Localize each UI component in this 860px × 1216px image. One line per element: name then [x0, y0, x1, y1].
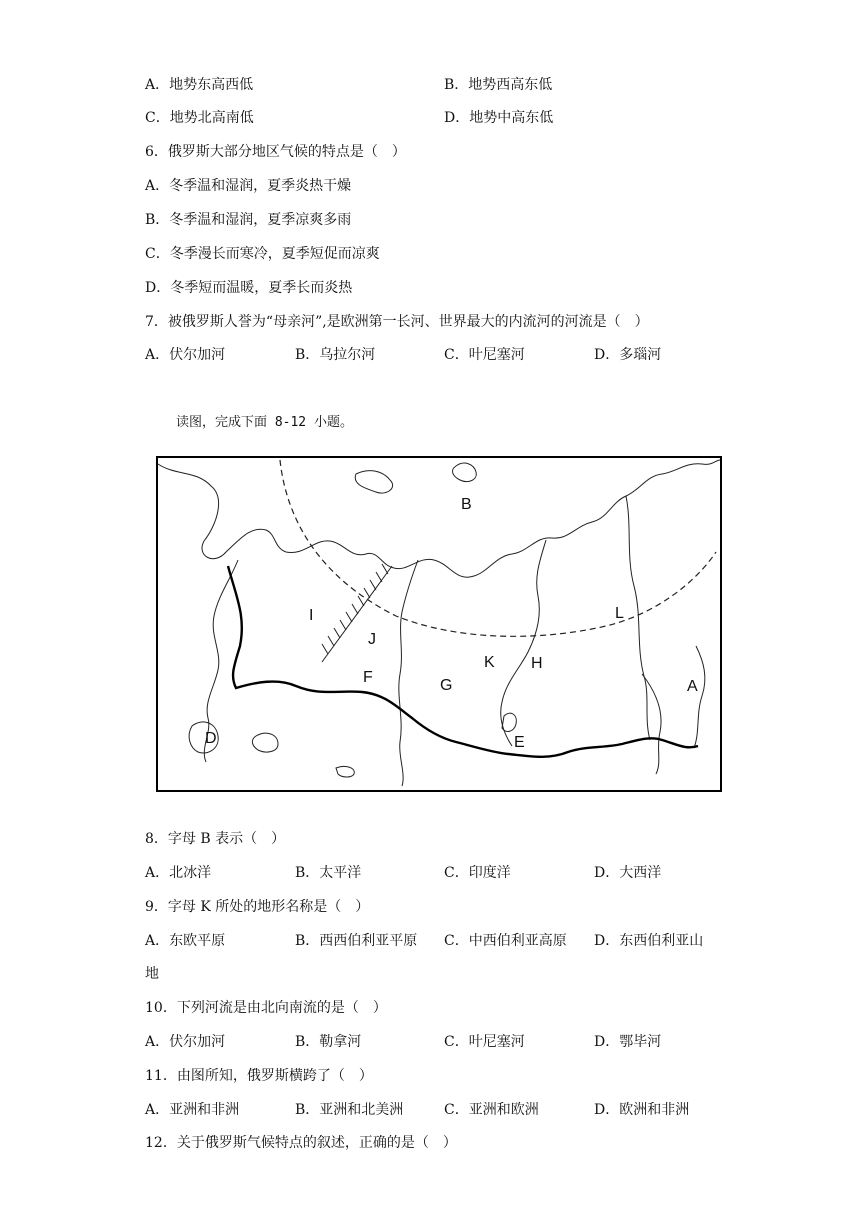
q6-option-a[interactable]: A．冬季温和湿润，夏季炎热干燥	[145, 178, 352, 194]
q7-option-b[interactable]: B．乌拉尔河	[295, 347, 376, 363]
q10-stem: 10．下列河流是由北向南流的是（ ）	[145, 1000, 387, 1016]
map-label-f: F	[363, 669, 373, 686]
map-label-k: K	[484, 654, 495, 671]
map-label-l: L	[615, 605, 624, 622]
q12-stem: 12．关于俄罗斯气候特点的叙述，正确的是（ ）	[145, 1135, 457, 1151]
q10-option-c[interactable]: C．叶尼塞河	[444, 1034, 525, 1050]
map-label-b: B	[461, 496, 472, 513]
q5-option-c[interactable]: C．地势北高南低	[145, 110, 254, 126]
q9-option-a[interactable]: A．东欧平原	[145, 933, 226, 949]
q8-stem: 8．字母 B 表示（ ）	[145, 831, 286, 847]
map-intro: 读图，完成下面 8-12 小题。	[176, 415, 353, 430]
q6-stem: 6．俄罗斯大部分地区气候的特点是（ ）	[145, 144, 406, 160]
q11-option-a[interactable]: A．亚洲和非洲	[145, 1102, 240, 1118]
q7-option-a[interactable]: A．伏尔加河	[145, 347, 226, 363]
russia-map	[156, 456, 722, 792]
q11-option-c[interactable]: C．亚洲和欧洲	[444, 1102, 539, 1118]
q6-option-b[interactable]: B．冬季温和湿润，夏季凉爽多雨	[145, 212, 352, 228]
map-label-h: H	[531, 655, 543, 672]
q5-option-a[interactable]: A．地势东高西低	[145, 77, 254, 93]
q10-option-b[interactable]: B．勒拿河	[295, 1034, 362, 1050]
q5-option-b[interactable]: B．地势西高东低	[444, 77, 553, 93]
map-label-i: I	[309, 607, 314, 624]
q9-option-d-wrap: 地	[145, 966, 159, 982]
q7-stem: 7．被俄罗斯人誉为“母亲河”,是欧洲第一长河、世界最大的内流河的河流是（ ）	[145, 314, 649, 330]
q7-option-d[interactable]: D．多瑙河	[594, 347, 662, 363]
q8-option-c[interactable]: C．印度洋	[444, 865, 511, 881]
q9-option-b[interactable]: B．西西伯利亚平原	[295, 933, 418, 949]
q9-option-d[interactable]: D．东西伯利亚山	[594, 933, 704, 949]
q9-stem: 9．字母 K 所处的地形名称是（ ）	[145, 899, 370, 915]
q10-option-a[interactable]: A．伏尔加河	[145, 1034, 226, 1050]
map-label-e: E	[514, 734, 525, 751]
q9-option-c[interactable]: C．中西伯利亚高原	[444, 933, 567, 949]
q11-option-b[interactable]: B．亚洲和北美洲	[295, 1102, 404, 1118]
q6-option-d[interactable]: D．冬季短而温暖，夏季长而炎热	[145, 280, 353, 296]
q5-option-d[interactable]: D．地势中高东低	[444, 110, 554, 126]
q11-stem: 11．由图所知，俄罗斯横跨了（ ）	[145, 1068, 373, 1084]
q10-option-d[interactable]: D．鄂毕河	[594, 1034, 662, 1050]
q11-option-d[interactable]: D．欧洲和非洲	[594, 1102, 690, 1118]
map-label-a: A	[687, 678, 698, 695]
q6-option-c[interactable]: C．冬季漫长而寒冷，夏季短促而凉爽	[145, 246, 380, 262]
map-label-d: D	[205, 730, 217, 747]
q8-option-a[interactable]: A．北冰洋	[145, 865, 212, 881]
map-label-j: J	[368, 631, 376, 648]
q8-option-b[interactable]: B．太平洋	[295, 865, 362, 881]
map-label-g: G	[440, 677, 453, 694]
q8-option-d[interactable]: D．大西洋	[594, 865, 662, 881]
q7-option-c[interactable]: C．叶尼塞河	[444, 347, 525, 363]
